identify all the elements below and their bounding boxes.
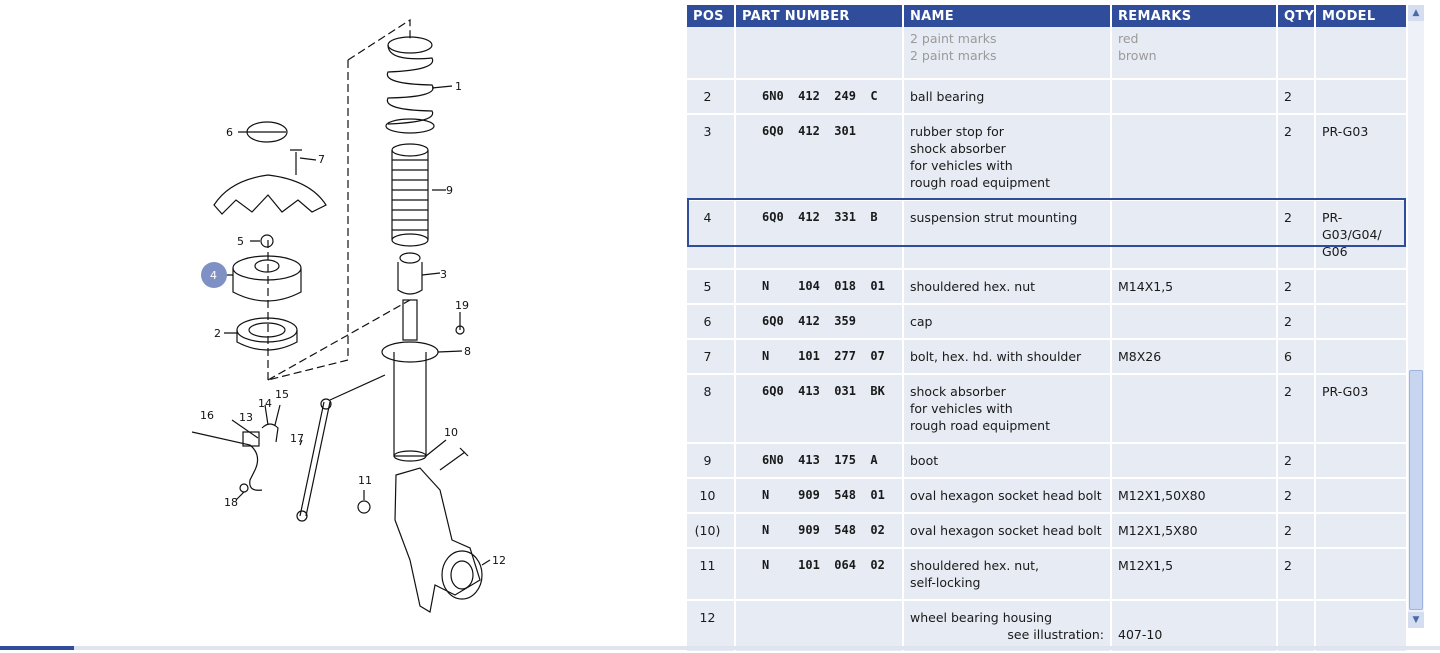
cell-name-line: for vehicles with — [910, 158, 1013, 173]
cell-pos-line: 5 — [703, 279, 712, 294]
cell-name-line: 2 paint marks — [910, 31, 997, 46]
callout-8[interactable]: 8 — [464, 345, 471, 358]
cell-qty-line: 2 — [1284, 488, 1292, 503]
cell-part-number — [735, 478, 903, 513]
cell-qty — [1277, 339, 1315, 374]
cell-remarks — [1111, 443, 1277, 478]
cell-pos-line: 8 — [703, 384, 712, 399]
callout-12[interactable]: 12 — [492, 554, 506, 567]
cell-pos-line: 12 — [699, 610, 716, 625]
cell-part-number — [735, 443, 903, 478]
cell-name-line: shouldered hex. nut — [910, 279, 1036, 294]
table-row[interactable] — [687, 79, 1407, 114]
scroll-down-icon[interactable]: ▼ — [1408, 612, 1424, 628]
cell-part-number-line: 6Q0 413 031 BK — [762, 384, 885, 398]
cell-name — [903, 269, 1111, 304]
table-header — [687, 5, 1407, 27]
cell-qty-line: 2 — [1284, 523, 1292, 538]
cell-qty — [1277, 27, 1315, 79]
header-remarks[interactable]: REMARKS — [1111, 5, 1277, 27]
cell-name-line: shouldered hex. nut, — [910, 558, 1040, 573]
strut-cover — [214, 175, 326, 214]
bolt-10 — [440, 448, 468, 470]
callout-2[interactable]: 2 — [214, 327, 221, 340]
cell-model-line: PR-G03 — [1322, 124, 1369, 139]
callout-10[interactable]: 10 — [444, 426, 458, 439]
table-row[interactable] — [687, 304, 1407, 339]
cell-qty-line: 2 — [1284, 314, 1292, 329]
cell-remarks-line: brown — [1118, 48, 1157, 63]
cell-remarks-line: M12X1,50X80 — [1118, 488, 1206, 503]
cell-name-line: ball bearing — [910, 89, 985, 104]
cell-qty — [1277, 269, 1315, 304]
cell-name — [903, 374, 1111, 443]
cell-part-number-line: 6Q0 412 359 — [762, 314, 856, 328]
cell-pos-line: 11 — [699, 558, 716, 573]
cell-name — [903, 600, 1111, 652]
cell-model — [1315, 200, 1407, 269]
cell-remarks-line: M12X1,5X80 — [1118, 523, 1198, 538]
table-row[interactable] — [687, 548, 1407, 600]
table-row[interactable] — [687, 600, 1407, 652]
cell-qty — [1277, 548, 1315, 600]
cell-name-line: suspension strut mounting — [910, 210, 1078, 225]
cell-part-number — [735, 79, 903, 114]
cell-remarks-line: M8X26 — [1118, 349, 1162, 364]
cell-part-number-line: N 909 548 01 — [762, 488, 885, 502]
cell-remarks — [1111, 600, 1277, 652]
cell-part-number-line: N 101 064 02 — [762, 558, 885, 572]
cell-model — [1315, 304, 1407, 339]
callout-6[interactable]: 6 — [226, 126, 233, 139]
cell-qty-line: 2 — [1284, 279, 1292, 294]
cell-pos — [687, 27, 735, 79]
callout-15[interactable]: 15 — [275, 388, 289, 401]
cell-model — [1315, 269, 1407, 304]
cell-model-line: PR-G03/G04/ G06 — [1322, 210, 1382, 259]
strut-mounting — [233, 256, 301, 301]
callout-4[interactable]: 4 — [210, 269, 217, 282]
coupling-rod — [300, 402, 330, 516]
table-row[interactable] — [687, 114, 1407, 200]
table-row[interactable] — [687, 478, 1407, 513]
boot — [392, 144, 428, 246]
cell-name — [903, 478, 1111, 513]
cell-pos-line: 6 — [703, 314, 712, 329]
cell-pos — [687, 339, 735, 374]
cell-qty — [1277, 114, 1315, 200]
cell-part-number — [735, 27, 903, 79]
cell-name-line: bolt, hex. hd. with shoulder — [910, 349, 1082, 364]
cell-qty — [1277, 600, 1315, 652]
cell-pos — [687, 548, 735, 600]
cell-pos — [687, 374, 735, 443]
cell-qty-line: 6 — [1284, 349, 1292, 364]
cell-remarks — [1111, 513, 1277, 548]
cell-qty-line: 2 — [1284, 210, 1292, 225]
cell-qty-line: 2 — [1284, 453, 1292, 468]
cell-name — [903, 79, 1111, 114]
cell-qty — [1277, 513, 1315, 548]
cell-qty — [1277, 304, 1315, 339]
cell-name-line: self-locking — [910, 575, 981, 590]
cell-pos-line: 9 — [703, 453, 712, 468]
cell-qty — [1277, 79, 1315, 114]
header-name[interactable]: NAME — [903, 5, 1111, 27]
cell-remarks — [1111, 200, 1277, 269]
callout-16[interactable]: 16 — [200, 409, 214, 422]
cell-name-line: wheel bearing housing — [910, 610, 1053, 625]
cell-qty-line: 2 — [1284, 89, 1292, 104]
cell-name-line: oval hexagon socket head bolt — [910, 523, 1102, 538]
cell-model — [1315, 513, 1407, 548]
cell-remarks — [1111, 269, 1277, 304]
cell-name — [903, 114, 1111, 200]
cell-pos — [687, 304, 735, 339]
wheel-bearing-housing — [395, 468, 482, 612]
shock-absorber — [382, 300, 438, 461]
stabilizer-bar — [192, 432, 262, 490]
cell-remarks — [1111, 79, 1277, 114]
cell-remarks — [1111, 304, 1277, 339]
cell-name-line: rough road equipment — [910, 418, 1050, 433]
cell-qty — [1277, 443, 1315, 478]
cell-name — [903, 200, 1111, 269]
bolt-7 — [290, 150, 302, 175]
cell-remarks — [1111, 339, 1277, 374]
cell-model — [1315, 114, 1407, 200]
cell-name-line: 2 paint marks — [910, 48, 997, 63]
cell-part-number-line: N 909 548 02 — [762, 523, 885, 537]
cell-pos-line: 10 — [699, 488, 716, 503]
callout-19[interactable]: 19 — [455, 299, 469, 312]
cell-remarks-line: M14X1,5 — [1118, 279, 1174, 294]
cell-pos — [687, 513, 735, 548]
cell-part-number — [735, 339, 903, 374]
header-model[interactable]: MODEL — [1315, 5, 1407, 27]
cell-model — [1315, 374, 1407, 443]
cell-pos — [687, 443, 735, 478]
table-row[interactable] — [687, 374, 1407, 443]
header-pos[interactable]: POS — [687, 5, 735, 27]
cell-qty-line: 2 — [1284, 384, 1292, 399]
ball-bearing — [237, 318, 297, 350]
callout-17[interactable]: 17 — [290, 432, 304, 445]
cell-part-number — [735, 374, 903, 443]
cell-part-number — [735, 304, 903, 339]
callout-13[interactable]: 13 — [239, 411, 253, 424]
cell-name-line: shock absorber — [910, 384, 1006, 399]
cell-model — [1315, 600, 1407, 652]
cell-remarks-line: 407-10 — [1118, 627, 1163, 642]
cell-name-line: cap — [910, 314, 933, 329]
cell-qty — [1277, 478, 1315, 513]
cell-pos-line: 7 — [703, 349, 712, 364]
table-row[interactable] — [687, 200, 1407, 269]
cell-part-number-line: 6Q0 412 331 B — [762, 210, 878, 224]
cell-pos — [687, 478, 735, 513]
cell-name — [903, 548, 1111, 600]
cell-part-number-line: N 104 018 01 — [762, 279, 885, 293]
cell-pos — [687, 600, 735, 652]
cell-model — [1315, 79, 1407, 114]
vertical-scrollbar[interactable] — [1408, 5, 1424, 628]
cell-part-number — [735, 600, 903, 652]
callout-9[interactable]: 9 — [446, 184, 453, 197]
cell-remarks-line — [1118, 609, 1270, 626]
bottom-accent — [0, 646, 74, 650]
cell-pos — [687, 114, 735, 200]
table-row[interactable] — [687, 513, 1407, 548]
cell-remarks — [1111, 374, 1277, 443]
cell-model — [1315, 548, 1407, 600]
cell-name — [903, 443, 1111, 478]
header-part-number[interactable]: PART NUMBER — [735, 5, 903, 27]
header-qty[interactable]: QTY — [1277, 5, 1315, 27]
cell-remarks-line: M12X1,5 — [1118, 558, 1174, 573]
cell-remarks — [1111, 478, 1277, 513]
cell-model — [1315, 478, 1407, 513]
nut-5 — [261, 235, 273, 247]
cell-model — [1315, 27, 1407, 79]
cell-pos-line: 3 — [703, 124, 712, 139]
callout-5[interactable]: 5 — [237, 235, 244, 248]
cell-qty-line: 2 — [1284, 124, 1292, 139]
cell-remarks — [1111, 548, 1277, 600]
cell-pos — [687, 200, 735, 269]
cell-name-line: for vehicles with — [910, 401, 1013, 416]
cell-part-number — [735, 269, 903, 304]
nut-11 — [358, 501, 370, 513]
table-row[interactable] — [687, 269, 1407, 304]
callout-3[interactable]: 3 — [440, 268, 447, 281]
scroll-up-icon[interactable]: ▲ — [1408, 5, 1424, 21]
cell-qty-line: 2 — [1284, 558, 1292, 573]
cell-name-line: oval hexagon socket head bolt — [910, 488, 1102, 503]
table-row[interactable] — [687, 339, 1407, 374]
cell-name-line: rubber stop for — [910, 124, 1004, 139]
assembly-line — [268, 20, 410, 380]
callout-1[interactable]: 1 — [455, 80, 462, 93]
coil-spring — [386, 37, 434, 133]
callout-11[interactable]: 11 — [358, 474, 372, 487]
parts-diagram — [0, 0, 686, 650]
cell-name-line: rough road equipment — [910, 175, 1050, 190]
cell-part-number — [735, 114, 903, 200]
see-illustration-label: see illustration: — [1007, 627, 1104, 642]
cell-remarks-line: red — [1118, 31, 1139, 46]
cell-model — [1315, 443, 1407, 478]
bracket — [262, 424, 278, 442]
cell-part-number-line: 6Q0 412 301 — [762, 124, 856, 138]
cell-part-number — [735, 513, 903, 548]
cell-model-line: PR-G03 — [1322, 384, 1369, 399]
cell-pos-line: 2 — [703, 89, 712, 104]
table-row[interactable] — [687, 443, 1407, 478]
cell-part-number-line: 6N0 412 249 C — [762, 89, 878, 103]
cell-part-number-line: N 101 277 07 — [762, 349, 885, 363]
cell-pos — [687, 79, 735, 114]
rubber-stop — [398, 253, 422, 294]
cell-name — [903, 27, 1111, 79]
cell-pos — [687, 269, 735, 304]
cell-part-number — [735, 200, 903, 269]
cell-qty — [1277, 374, 1315, 443]
callout-18[interactable]: 18 — [224, 496, 238, 509]
cell-qty — [1277, 200, 1315, 269]
callout-14[interactable]: 14 — [258, 397, 272, 410]
callout-7[interactable]: 7 — [318, 153, 325, 166]
cell-model — [1315, 339, 1407, 374]
bottom-bar — [0, 646, 1440, 650]
cell-name — [903, 339, 1111, 374]
cell-remarks — [1111, 114, 1277, 200]
table-row[interactable] — [687, 27, 1407, 79]
cell-part-number-line: 6N0 413 175 A — [762, 453, 878, 467]
scroll-thumb[interactable] — [1409, 370, 1423, 610]
cell-part-number — [735, 548, 903, 600]
cell-name-line: boot — [910, 453, 939, 468]
cell-pos-line: 4 — [703, 210, 712, 225]
cell-pos-line: (10) — [694, 523, 721, 538]
cell-name-line: shock absorber — [910, 141, 1006, 156]
cell-name — [903, 513, 1111, 548]
parts-table — [687, 5, 1408, 653]
cell-name — [903, 304, 1111, 339]
cell-remarks — [1111, 27, 1277, 79]
